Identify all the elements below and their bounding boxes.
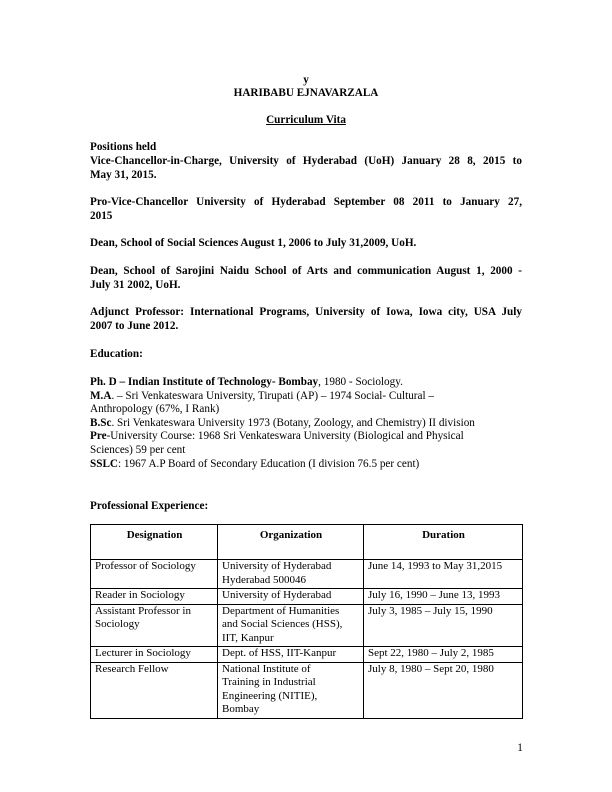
cell-organization (218, 604, 364, 647)
education-degree: M.A (90, 389, 112, 402)
table-row (91, 589, 523, 605)
cell-line: Assistant Professor in (95, 604, 191, 617)
education-detail: , 1980 - Sociology. (318, 376, 403, 388)
table-row (91, 604, 523, 647)
cell-designation (91, 604, 218, 647)
cell-organization (218, 662, 364, 718)
person-name: HARIBABU EJNAVARZALA (233, 87, 379, 99)
cell-line: University of Hyderabad (222, 589, 332, 601)
cell-organization (218, 589, 364, 605)
position-line: Dean, School of Social Sciences August 1, 2006 to July 31,2009, UoH. (90, 237, 417, 249)
cell-line: Research Fellow (95, 662, 169, 675)
education-entry (90, 376, 522, 390)
cell-duration (364, 589, 523, 605)
cell-line: Professor of Sociology (95, 560, 196, 572)
position-line: Dean, School of Sarojini Naidu School of Arts and communication August 1, 2000 - (90, 265, 522, 277)
position-line-text: 2007 to June 2012. (90, 319, 179, 332)
position-line: 2015 (90, 209, 113, 222)
column-header-organization: Organization (218, 525, 364, 560)
education-detail-cont: Sciences) 59 per cent (90, 443, 186, 456)
cell-line: University of Hyderabad (222, 560, 332, 572)
cell-line: IIT, Kanpur (222, 631, 274, 644)
education-entry (90, 458, 522, 472)
cell-line: Reader in Sociology (95, 589, 185, 601)
column-header-designation: Designation (91, 525, 218, 560)
stray-character: y (303, 74, 309, 86)
position-line: Adjunct Professor: International Programs, University of Iowa, Iowa city, USA July (90, 306, 522, 318)
experience-heading: Professional Experience: (90, 500, 209, 512)
page-number: 1 (517, 742, 523, 754)
education-heading: Education: (90, 348, 143, 360)
cell-duration (364, 604, 523, 647)
position-line: May 31, 2015. (90, 168, 157, 181)
position-item (90, 265, 522, 292)
cell-designation (91, 589, 218, 605)
cell-line: Department of Humanities (222, 604, 340, 617)
cell-designation (91, 560, 218, 589)
cell-organization (218, 647, 364, 663)
education-detail: : 1967 A.P Board of Secondary Education (I division 76.5 per cent) (118, 457, 420, 470)
cell-designation (91, 662, 218, 718)
document-title: Curriculum Vita (266, 114, 346, 126)
table-row (91, 560, 523, 589)
cell-line: National Institute of (222, 662, 311, 675)
cell-line: Lecturer in Sociology (95, 647, 191, 659)
education-degree: Ph. D – Indian Institute of Technology- Bombay (90, 376, 319, 388)
education-entry (90, 417, 522, 431)
position-line: Vice-Chancellor-in-Charge, University of Hyderabad (UoH) January 28 8, 2015 to (90, 155, 522, 167)
cell-duration (364, 662, 523, 718)
cell-line: Sept 22, 1980 – July 2, 1985 (368, 647, 494, 659)
cell-duration (364, 560, 523, 589)
table-row (91, 647, 523, 663)
column-header-duration: Duration (364, 525, 523, 560)
education-degree: SSLC (90, 457, 118, 470)
cell-line: and Social Sciences (HSS), (222, 618, 343, 630)
education-entry (90, 390, 522, 404)
cell-line: Engineering (NITIE), (222, 689, 318, 702)
cell-line: Sociology (95, 618, 140, 630)
table-row (91, 662, 523, 718)
education-degree: B.Sc (90, 416, 112, 429)
experience-table (90, 524, 523, 719)
table-header-row (91, 525, 523, 560)
position-item (90, 196, 522, 223)
position-item (90, 155, 522, 182)
position-line (90, 320, 522, 334)
position-line: Pro-Vice-Chancellor University of Hyderabad September 08 2011 to January 27, (90, 196, 522, 208)
education-detail: -University Course: 1968 Sri Venkateswara University (Biological and Physical (106, 430, 464, 443)
cell-line: Training in Industrial (222, 676, 316, 688)
cell-duration (364, 647, 523, 663)
cell-line: July 8, 1980 – Sept 20, 1980 (368, 662, 494, 675)
cell-designation (91, 647, 218, 663)
positions-heading: Positions held (90, 141, 157, 153)
cell-line: June 14, 1993 to May 31,2015 (368, 560, 503, 572)
cell-line: July 16, 1990 – June 13, 1993 (368, 589, 500, 601)
education-detail: . – Sri Venkateswara University, Tirupati (AP) – 1974 Social- Cultural – (111, 389, 434, 402)
position-item (90, 237, 522, 251)
education-detail: . Sri Venkateswara University 1973 (Botany, Zoology, and Chemistry) II division (111, 416, 475, 429)
position-item (90, 306, 522, 333)
cell-line: Dept. of HSS, IIT-Kanpur (222, 647, 337, 659)
cell-line: Bombay (222, 703, 260, 715)
education-detail-cont: Anthropology (67%, I Rank) (90, 403, 220, 416)
position-line: July 31 2002, UoH. (90, 278, 181, 291)
education-entry (90, 430, 522, 444)
education-list (90, 376, 522, 471)
cell-line: Hyderabad 500046 (222, 573, 307, 586)
education-degree: Pre (90, 430, 107, 443)
cell-organization (218, 560, 364, 589)
cell-line: July 3, 1985 – July 15, 1990 (368, 604, 493, 617)
